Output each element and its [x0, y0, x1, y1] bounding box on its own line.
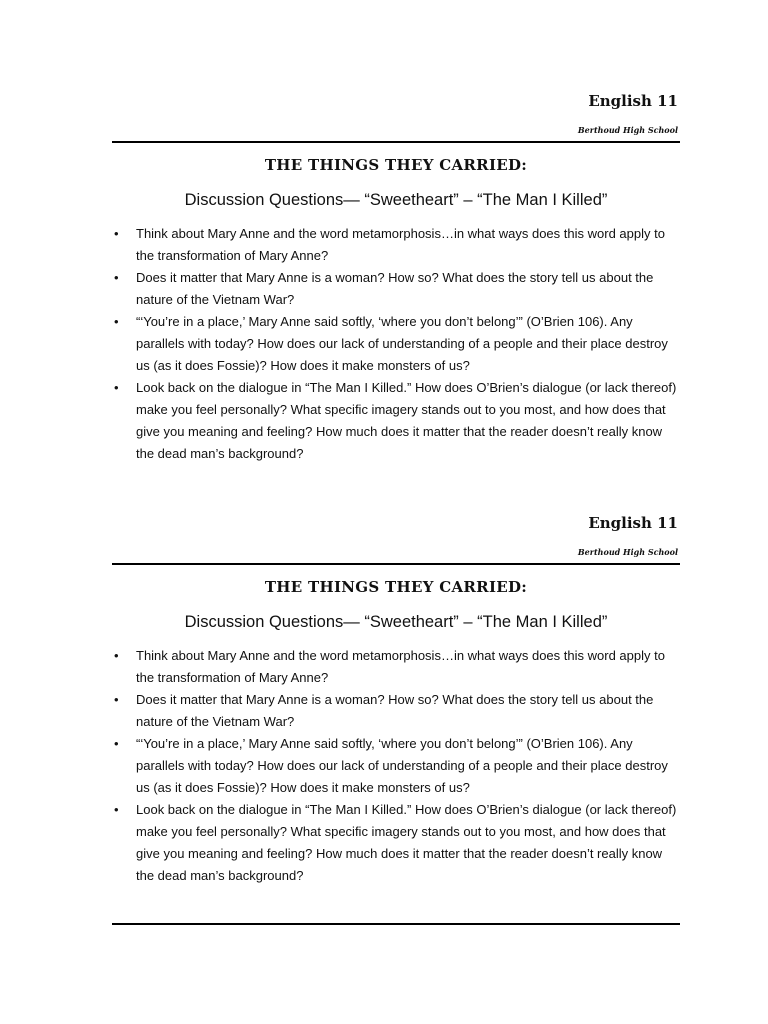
header-rule: [112, 141, 680, 143]
question-item: [112, 799, 680, 887]
question-list: [112, 223, 680, 465]
question-item: [112, 733, 680, 799]
subtitle-lead: Discussion Questions: [184, 613, 344, 631]
handout-section-2: [112, 512, 680, 887]
subtitle-dash: —: [343, 191, 360, 209]
question-item: [112, 689, 680, 733]
handout-section-1: [112, 90, 680, 465]
header-rule: [112, 563, 680, 565]
bullet-icon: •: [114, 380, 119, 395]
footer-rule: [112, 923, 680, 925]
question-text: “‘You’re in a place,’ Mary Anne said softly, ‘where you don’t belong’” (O’Brien 106). Any parallels with today? How does our lack of understanding of a people and their place destroy us (as it does Fossie)? How does it make monsters of us?: [136, 736, 668, 795]
bullet-icon: •: [114, 226, 119, 241]
bullet-icon: •: [114, 692, 119, 707]
handout-title: THE THINGS THEY CARRIED:: [264, 578, 528, 596]
question-text: Think about Mary Anne and the word metamorphosis…in what ways does this word apply to the transformation of Mary Anne?: [136, 648, 665, 685]
course-name: English 11: [588, 92, 678, 110]
question-text: Look back on the dialogue in “The Man I Killed.” How does O’Brien’s dialogue (or lack thereof) make you feel personally? What specific imagery stands out to you most, and how does that give you meaning and feeling? How much does it matter that the reader doesn’t really know the dead man’s background?: [136, 380, 677, 461]
question-item: [112, 377, 680, 465]
question-item: [112, 223, 680, 267]
bullet-icon: •: [114, 270, 119, 285]
subtitle-quote: “Sweetheart” – “The Man I Killed”: [359, 191, 608, 209]
question-item: [112, 311, 680, 377]
bullet-icon: •: [114, 314, 119, 329]
question-text: “‘You’re in a place,’ Mary Anne said softly, ‘where you don’t belong’” (O’Brien 106). Any parallels with today? How does our lack of understanding of a people and their place destroy us (as it does Fossie)? How does it make monsters of us?: [136, 314, 668, 373]
handout-subtitle: [112, 611, 680, 633]
school-name: Berthoud High School: [577, 125, 678, 135]
bullet-icon: •: [114, 648, 119, 663]
question-item: [112, 645, 680, 689]
subtitle-quote: “Sweetheart” – “The Man I Killed”: [359, 613, 608, 631]
question-text: Think about Mary Anne and the word metamorphosis…in what ways does this word apply to the transformation of Mary Anne?: [136, 226, 665, 263]
question-text: Does it matter that Mary Anne is a woman? How so? What does the story tell us about the nature of the Vietnam War?: [136, 692, 654, 729]
question-list: [112, 645, 680, 887]
subtitle-lead: Discussion Questions: [184, 191, 344, 209]
course-name: English 11: [588, 514, 678, 532]
bullet-icon: •: [114, 736, 119, 751]
question-text: Look back on the dialogue in “The Man I Killed.” How does O’Brien’s dialogue (or lack thereof) make you feel personally? What specific imagery stands out to you most, and how does that give you meaning and feeling? How much does it matter that the reader doesn’t really know the dead man’s background?: [136, 802, 677, 883]
question-item: [112, 267, 680, 311]
handout-subtitle: [112, 189, 680, 211]
school-name: Berthoud High School: [577, 547, 678, 557]
subtitle-dash: —: [343, 613, 360, 631]
handout-title: THE THINGS THEY CARRIED:: [264, 156, 528, 174]
bullet-icon: •: [114, 802, 119, 817]
question-text: Does it matter that Mary Anne is a woman? How so? What does the story tell us about the nature of the Vietnam War?: [136, 270, 654, 307]
